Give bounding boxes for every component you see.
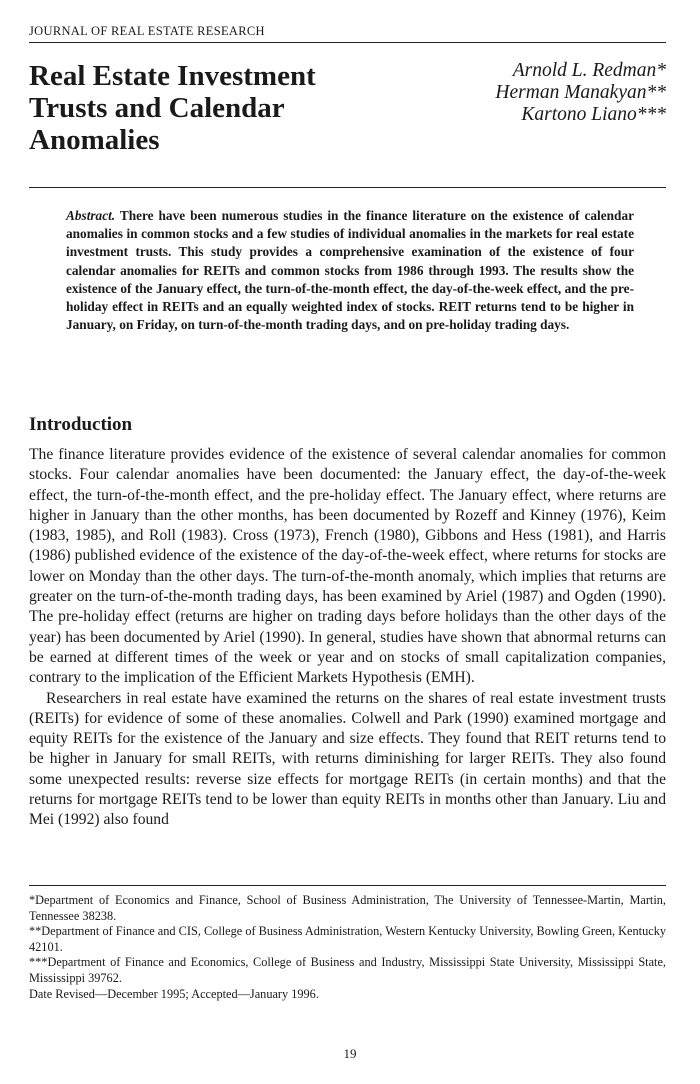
footnote-date: Date Revised—December 1995; Accepted—January 1996. (29, 986, 319, 1001)
author-name: Kartono Liano*** (521, 104, 666, 125)
footnote: **Department of Finance and CIS, College of Business Administration, Western Kentucky University, Bowling Green, Kentucky 42101. (29, 924, 666, 954)
abstract (66, 207, 634, 334)
abstract-label: Abstract. (66, 208, 116, 223)
page-number: 19 (343, 1046, 357, 1061)
body-paragraph: The finance literature provides evidence of the existence of several calendar anomalies for common stocks. Four calendar anomalies have been documented: the January effect, the day-of-the-week effect, the turn-of-the-month effect, and the pre-holiday effect. The January effect, where returns are higher in January than the other months, has been documented by Rozeff and Kinney (1976), Keim (1983, 1985), and Roll (1983). Cross (1973), French (1980), Gibbons and Hess (1981), and Harris (1986) published evidence of the existence of the day-of-the-week effect, where returns for stocks are lower on Monday than the other days. The turn-of-the-month anomaly, which implies that returns are greater on the turn-of-the-month trading days, has been examined by Ariel (1987) and Ogden (1990). The pre-holiday effect (returns are higher on trading days before holidays than the other days of the year) has been documented by Ariel (1990). In general, studies have shown that abnormal returns can be earned at different times of the week or year and on stocks of small capitalization companies, contrary to the implication of the Efficient Markets Hypothesis (EMH). (29, 446, 666, 687)
footnote: *Department of Economics and Finance, School of Business Administration, The University of Tennessee-Martin, Martin, Tennessee 38238. (29, 893, 666, 923)
footnote-divider (29, 885, 666, 886)
footnote: ***Department of Finance and Economics, College of Business and Industry, Mississippi State University, Mississippi State, Mississippi 39762. (29, 955, 666, 985)
article-title: Real Estate Investment Trusts and Calendar Anomalies (29, 60, 316, 156)
section-heading-introduction: Introduction (29, 414, 133, 435)
introduction-body (29, 445, 666, 831)
header-divider (29, 42, 666, 43)
footnotes (29, 893, 666, 1002)
author-list (495, 60, 666, 126)
title-divider (29, 187, 666, 188)
abstract-text: There have been numerous studies in the finance literature on the existence of calendar anomalies in common stocks and a few studies of individual anomalies in the markets for real estate investment trusts. This study provides a comprehensive examination of the existence of four calendar anomalies for REITs and common stocks from 1986 through 1993. The results show the existence of the January effect, the turn-of-the-month effect, the day-of-the-week effect, and the pre-holiday effect in REITs and an equally weighted index of stocks. REIT returns tend to be higher in January, on Friday, on turn-of-the-month trading days, and on pre-holiday trading days. (66, 208, 634, 333)
author-name: Arnold L. Redman* (512, 60, 666, 81)
author-name: Herman Manakyan** (495, 82, 666, 103)
journal-header: JOURNAL OF REAL ESTATE RESEARCH (29, 24, 265, 38)
body-paragraph: Researchers in real estate have examined the returns on the shares of real estate investment trusts (REITs) for evidence of some of these anomalies. Colwell and Park (1990) examined mortgage and equity REITs for the existence of the January and size effects. They found that REIT returns tend to be higher in January for small REITs, with returns diminishing for larger REITs. They also found some unexpected results: reverse size effects for mortgage REITs (in certain months) and that the returns for mortgage REITs tend to be lower than equity REITs in months other than January. Liu and Mei (1992) also found (29, 689, 666, 829)
